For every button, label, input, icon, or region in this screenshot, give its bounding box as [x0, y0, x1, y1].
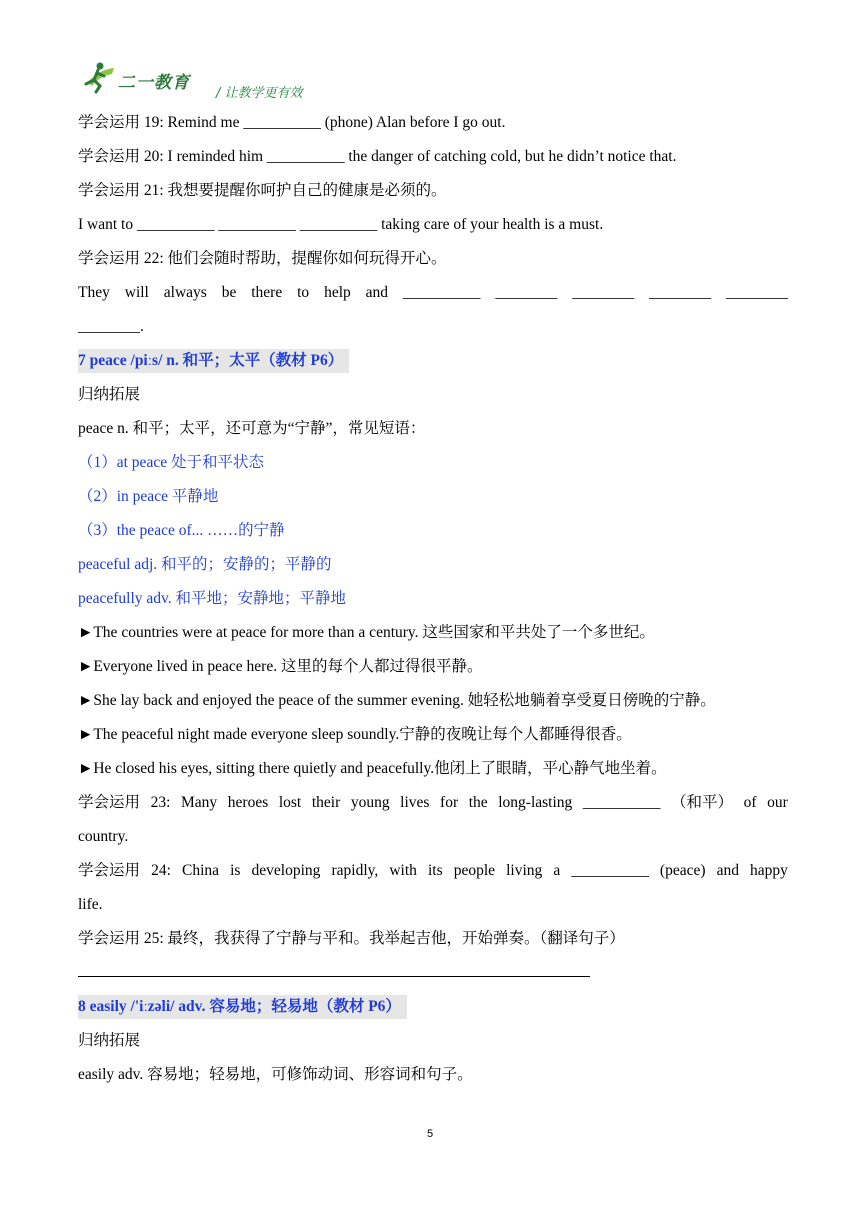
runner-icon: [80, 60, 120, 94]
example-sentence: ►Everyone lived in peace here. 这里的每个人都过得很平静。: [78, 658, 483, 675]
exercise-24: 学会运用 24: China is developing rapidly, with its people living a __________ (peace) and happy: [78, 862, 788, 879]
summary-label: 归纳拓展: [78, 1032, 141, 1049]
summary-label: 归纳拓展: [78, 386, 141, 403]
section-heading-peace: 7 peace /piːs/ n. 和平；太平（教材 P6）: [78, 349, 349, 373]
logo-text: 二一教育: [118, 73, 190, 93]
exercise-25-prompt: 学会运用 25: 最终，我获得了宁静与平和。我举起吉他，开始弹奏。（翻译句子）: [78, 930, 625, 947]
example-sentence: ►She lay back and enjoyed the peace of the summer evening. 她轻松地躺着享受夏日傍晚的宁静。: [78, 692, 716, 709]
phrase-peace-of: （3）the peace of... ……的宁静: [78, 522, 285, 539]
exercise-21-blank: I want to __________ __________ __________ taking care of your health is a must.: [78, 216, 604, 233]
exercise-22-prompt: 学会运用 22: 他们会随时帮助，提醒你如何玩得开心。: [78, 250, 447, 267]
phrase-in-peace: （2）in peace 平静地: [78, 488, 219, 505]
word-peacefully: peacefully adv. 和平地；安静地；平静地: [78, 590, 347, 607]
exercise-23-end: country.: [78, 828, 129, 845]
phrase-at-peace: （1）at peace 处于和平状态: [78, 454, 264, 471]
exercise-22-blank-end: ________.: [78, 318, 144, 335]
answer-rule: [78, 958, 590, 977]
answer-line: [78, 956, 788, 990]
word-peaceful: peaceful adj. 和平的；安静的；平静的: [78, 556, 332, 573]
example-sentence: ►The countries were at peace for more than a century. 这些国家和平共处了一个多世纪。: [78, 624, 655, 641]
example-sentence: ►He closed his eyes, sitting there quietly and peacefully.他闭上了眼睛，平心静气地坐着。: [78, 760, 667, 777]
exercise-21-prompt: 学会运用 21: 我想要提醒你呵护自己的健康是必须的。: [78, 182, 447, 199]
exercise-19: 学会运用 19: Remind me __________ (phone) Alan before I go out.: [78, 114, 506, 131]
page-number: 5: [426, 1128, 434, 1140]
section-8-heading-row: [78, 990, 788, 1024]
exercise-20: 学会运用 20: I reminded him __________ the danger of catching cold, but he didn’t notice that.: [78, 148, 677, 165]
easily-definition: easily adv. 容易地；轻易地，可修饰动词、形容词和句子。: [78, 1066, 473, 1083]
exercise-24-end: life.: [78, 896, 103, 913]
peace-definition: peace n. 和平；太平，还可意为“宁静”，常见短语：: [78, 420, 426, 437]
section-heading-easily: 8 easily /'iːzəli/ adv. 容易地；轻易地（教材 P6）: [78, 995, 407, 1019]
example-sentence: ►The peaceful night made everyone sleep soundly.宁静的夜晚让每个人都睡得很香。: [78, 726, 632, 743]
brand-logo: [80, 60, 210, 96]
header-slogan: / 让教学更有效: [216, 86, 303, 101]
page-header: [80, 60, 380, 100]
section-7-heading-row: [78, 344, 788, 378]
exercise-23: 学会运用 23: Many heroes lost their young lives for the long-lasting __________ （和平） of our: [78, 794, 788, 811]
document-body: [78, 106, 788, 1092]
exercise-22-blank: They will always be there to help and __________ ________ ________ ________ ________: [78, 284, 788, 301]
